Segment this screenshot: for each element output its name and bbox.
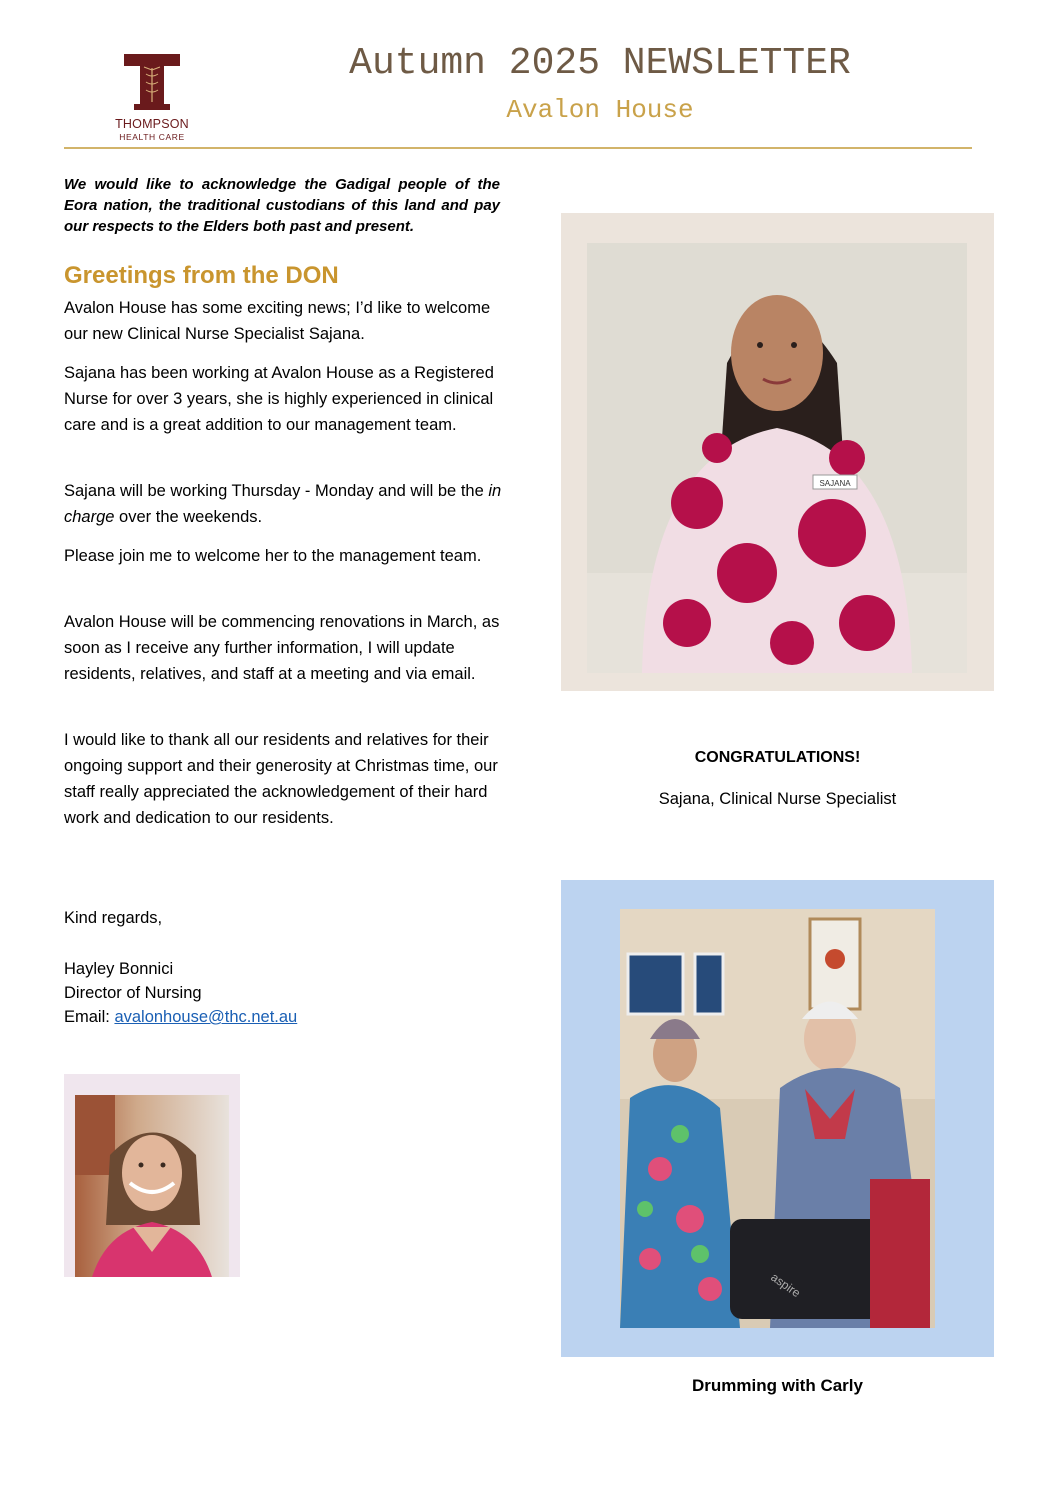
logo-text-health-care: HEALTH CARE: [119, 132, 185, 142]
emphasis-text: in charge: [64, 482, 502, 526]
sajana-portrait-image: [587, 243, 967, 673]
signature-name: Hayley Bonnici: [64, 960, 174, 978]
director-photo: [64, 1074, 240, 1277]
drumming-photo: [561, 880, 994, 1357]
email-line: [64, 1005, 297, 1029]
paragraph: [64, 478, 504, 530]
paragraph: Please join me to welcome her to the management team.: [64, 547, 482, 565]
paragraph: Avalon House will be commencing renovations in March, as soon as I receive any further information, I will update residents, relatives, and staff at a meeting and via email.: [64, 613, 500, 683]
sajana-caption: Sajana, Clinical Nurse Specialist: [658, 790, 897, 808]
acknowledgement-of-country: We would like to acknowledge the Gadigal people of the Eora nation, the traditional custodians of this land and pay our respects to the Elders both past and present.: [64, 176, 500, 235]
drumming-activity-image: [620, 909, 935, 1328]
newsletter-subtitle: Avalon House: [506, 95, 694, 125]
paragraph: Avalon House has some exciting news; I’d like to welcome our new Clinical Nurse Specialist Sajana.: [64, 299, 491, 343]
sajana-photo: [561, 213, 994, 691]
drumming-caption: Drumming with Carly: [692, 1376, 863, 1395]
paragraph: Sajana has been working at Avalon House as a Registered Nurse for over 3 years, she is highly experienced in clinical care and is a great addition to our management team.: [64, 364, 494, 434]
header-divider: [64, 147, 972, 149]
paragraph: I would like to thank all our residents and relatives for their ongoing support and their generosity at Christmas time, our staff really appreciated the acknowledgement of their hard work and dedication to our residents.: [64, 731, 498, 827]
walker-brand-text: aspire: [768, 1269, 804, 1301]
logo-text-thompson: THOMPSON: [115, 117, 189, 131]
signature-block: [64, 957, 202, 1005]
name-badge-text: SAJANA: [819, 479, 851, 488]
director-portrait-image: [75, 1095, 229, 1277]
signature-role: Director of Nursing: [64, 984, 202, 1002]
newsletter-title: Autumn 2025 NEWSLETTER: [349, 42, 851, 85]
sign-off: Kind regards,: [64, 909, 163, 927]
paragraph-text: over the weekends.: [119, 508, 263, 526]
email-link[interactable]: avalonhouse@thc.net.au: [114, 1008, 298, 1026]
section-heading: Greetings from the DON: [64, 262, 339, 289]
paragraph-text: Sajana will be working Thursday - Monday and will be the: [64, 482, 484, 500]
congratulations-heading: CONGRATULATIONS!: [694, 749, 861, 766]
email-label: Email:: [64, 1008, 110, 1026]
